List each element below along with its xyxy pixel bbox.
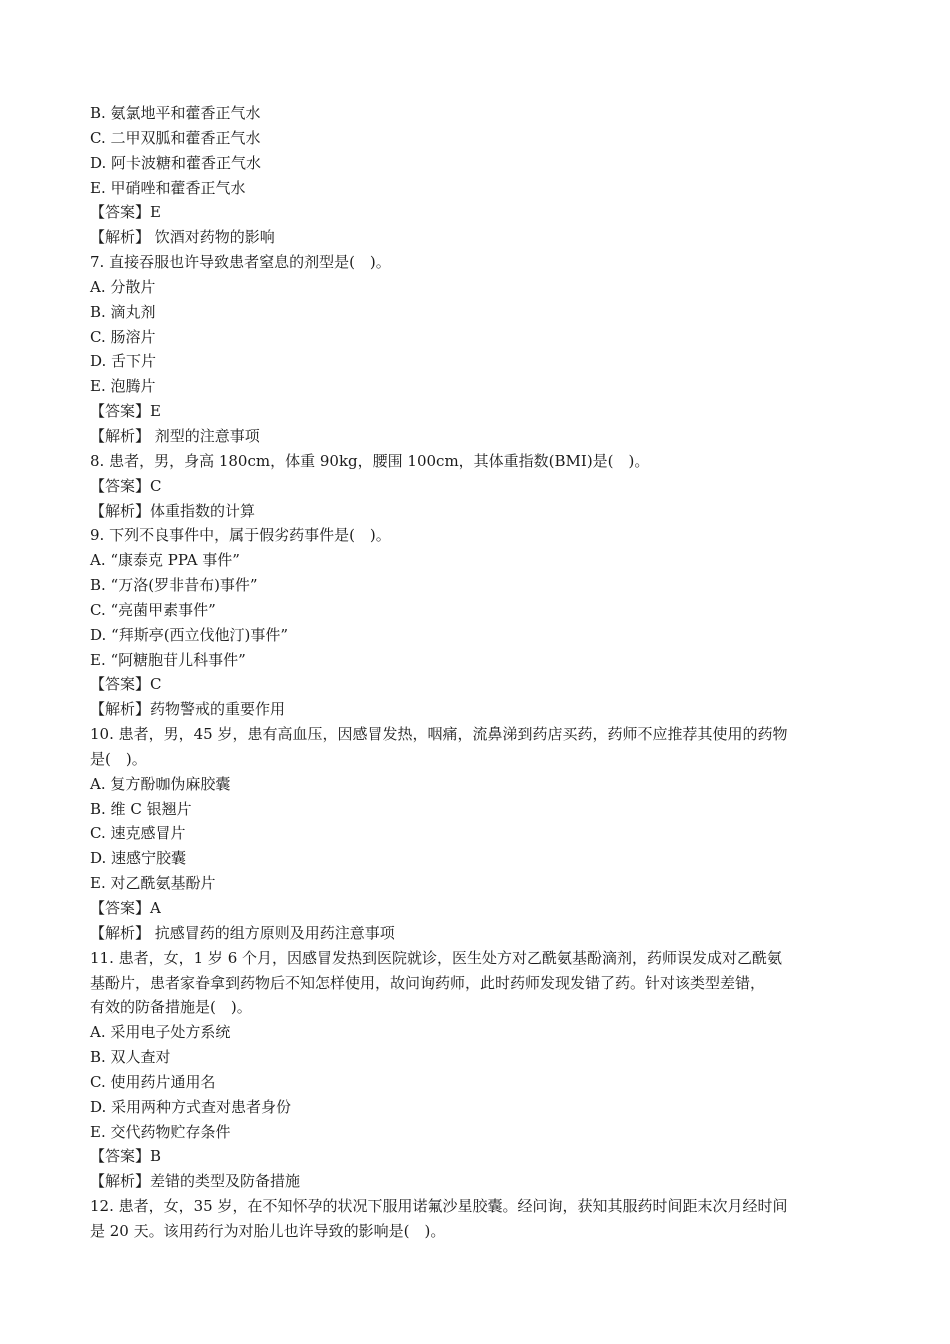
option-a-q7: A. 分散片 <box>90 277 156 296</box>
question-8: 8. 患者，男，身高 180cm，体重 90kg，腰围 100cm，其体重指数(BMI)是( )。 <box>90 451 650 470</box>
option-e-q10: E. 对乙酰氨基酚片 <box>90 874 216 893</box>
answer-q7: 【答案】E <box>90 402 161 421</box>
option-c-q10: C. 速克感冒片 <box>90 824 186 843</box>
question-11-line-1: 11. 患者，女，1 岁 6 个月，因感冒发热到医院就诊，医生处方对乙酰氨基酚滴剂，药师误发成对乙酰氨 <box>90 948 783 967</box>
question-12-line-2: 是 20 天。该用药行为对胎儿也许导致的影响是( )。 <box>90 1221 446 1240</box>
explanation-q6: 【解析】 饮酒对药物的影响 <box>90 228 275 247</box>
option-c-q9: C. “亮菌甲素事件” <box>90 600 216 619</box>
option-b-amlodipine: B. 氨氯地平和藿香正气水 <box>90 104 261 122</box>
option-b-q9: B. “万洛(罗非昔布)事件” <box>90 576 258 595</box>
answer-q10: 【答案】A <box>90 899 161 917</box>
option-b-q11: B. 双人查对 <box>90 1048 171 1067</box>
question-12-line-1: 12. 患者，女，35 岁，在不知怀孕的状况下服用诺氟沙星胶囊。经问询，获知其服药时间距末次月经时间 <box>90 1197 788 1216</box>
document-page <box>90 101 860 1244</box>
option-a-q10: A. 复方酚咖伪麻胶囊 <box>90 774 231 793</box>
explanation-q10: 【解析】 抗感冒药的组方原则及用药注意事项 <box>90 923 395 942</box>
option-e-q9: E. “阿糖胞苷儿科事件” <box>90 650 246 669</box>
option-c-metformin: C. 二甲双胍和藿香正气水 <box>90 128 261 147</box>
option-d-acarbose: D. 阿卡波糖和藿香正气水 <box>90 153 262 172</box>
option-a-q11: A. 采用电子处方系统 <box>90 1023 231 1042</box>
option-d-q11: D. 采用两种方式查对患者身份 <box>90 1097 292 1116</box>
option-c-q7: C. 肠溶片 <box>90 327 156 346</box>
question-10-line-2: 是( )。 <box>90 749 147 768</box>
answer-q6: 【答案】E <box>90 203 161 222</box>
explanation-q11: 【解析】差错的类型及防备措施 <box>90 1172 301 1191</box>
explanation-q9: 【解析】药物警戒的重要作用 <box>90 700 286 719</box>
question-11-line-3: 有效的防备措施是( )。 <box>90 998 252 1017</box>
option-d-q9: D. “拜斯亭(西立伐他汀)事件” <box>90 625 289 644</box>
option-e-q7: E. 泡腾片 <box>90 377 156 396</box>
answer-q9: 【答案】C <box>90 675 162 694</box>
question-7: 7. 直接吞服也许导致患者窒息的剂型是( )。 <box>90 253 391 272</box>
answer-q8: 【答案】C <box>90 476 162 495</box>
option-c-q11: C. 使用药片通用名 <box>90 1072 216 1091</box>
option-e-metronidazole: E. 甲硝唑和藿香正气水 <box>90 178 246 197</box>
option-d-q10: D. 速感宁胶囊 <box>90 849 187 868</box>
explanation-q7: 【解析】 剂型的注意事项 <box>90 426 260 445</box>
question-9: 9. 下列不良事件中，属于假劣药事件是( )。 <box>90 526 391 545</box>
question-10-line-1: 10. 患者，男，45 岁，患有高血压，因感冒发热，咽痛，流鼻涕到药店买药，药师不应推荐其使用的药物 <box>90 725 788 744</box>
option-b-q10: B. 维 C 银翘片 <box>90 799 192 818</box>
answer-q11: 【答案】B <box>90 1147 162 1166</box>
question-11-line-2: 基酚片，患者家眷拿到药物后不知怎样使用，故问询药师，此时药师发现发错了药。针对该类型差错， <box>90 973 766 992</box>
option-d-q7: D. 舌下片 <box>90 352 157 371</box>
explanation-q8: 【解析】体重指数的计算 <box>90 501 256 520</box>
option-e-q11: E. 交代药物贮存条件 <box>90 1122 231 1141</box>
option-b-q7: B. 滴丸剂 <box>90 302 156 321</box>
option-a-q9: A. “康泰克 PPA 事件” <box>90 551 240 570</box>
